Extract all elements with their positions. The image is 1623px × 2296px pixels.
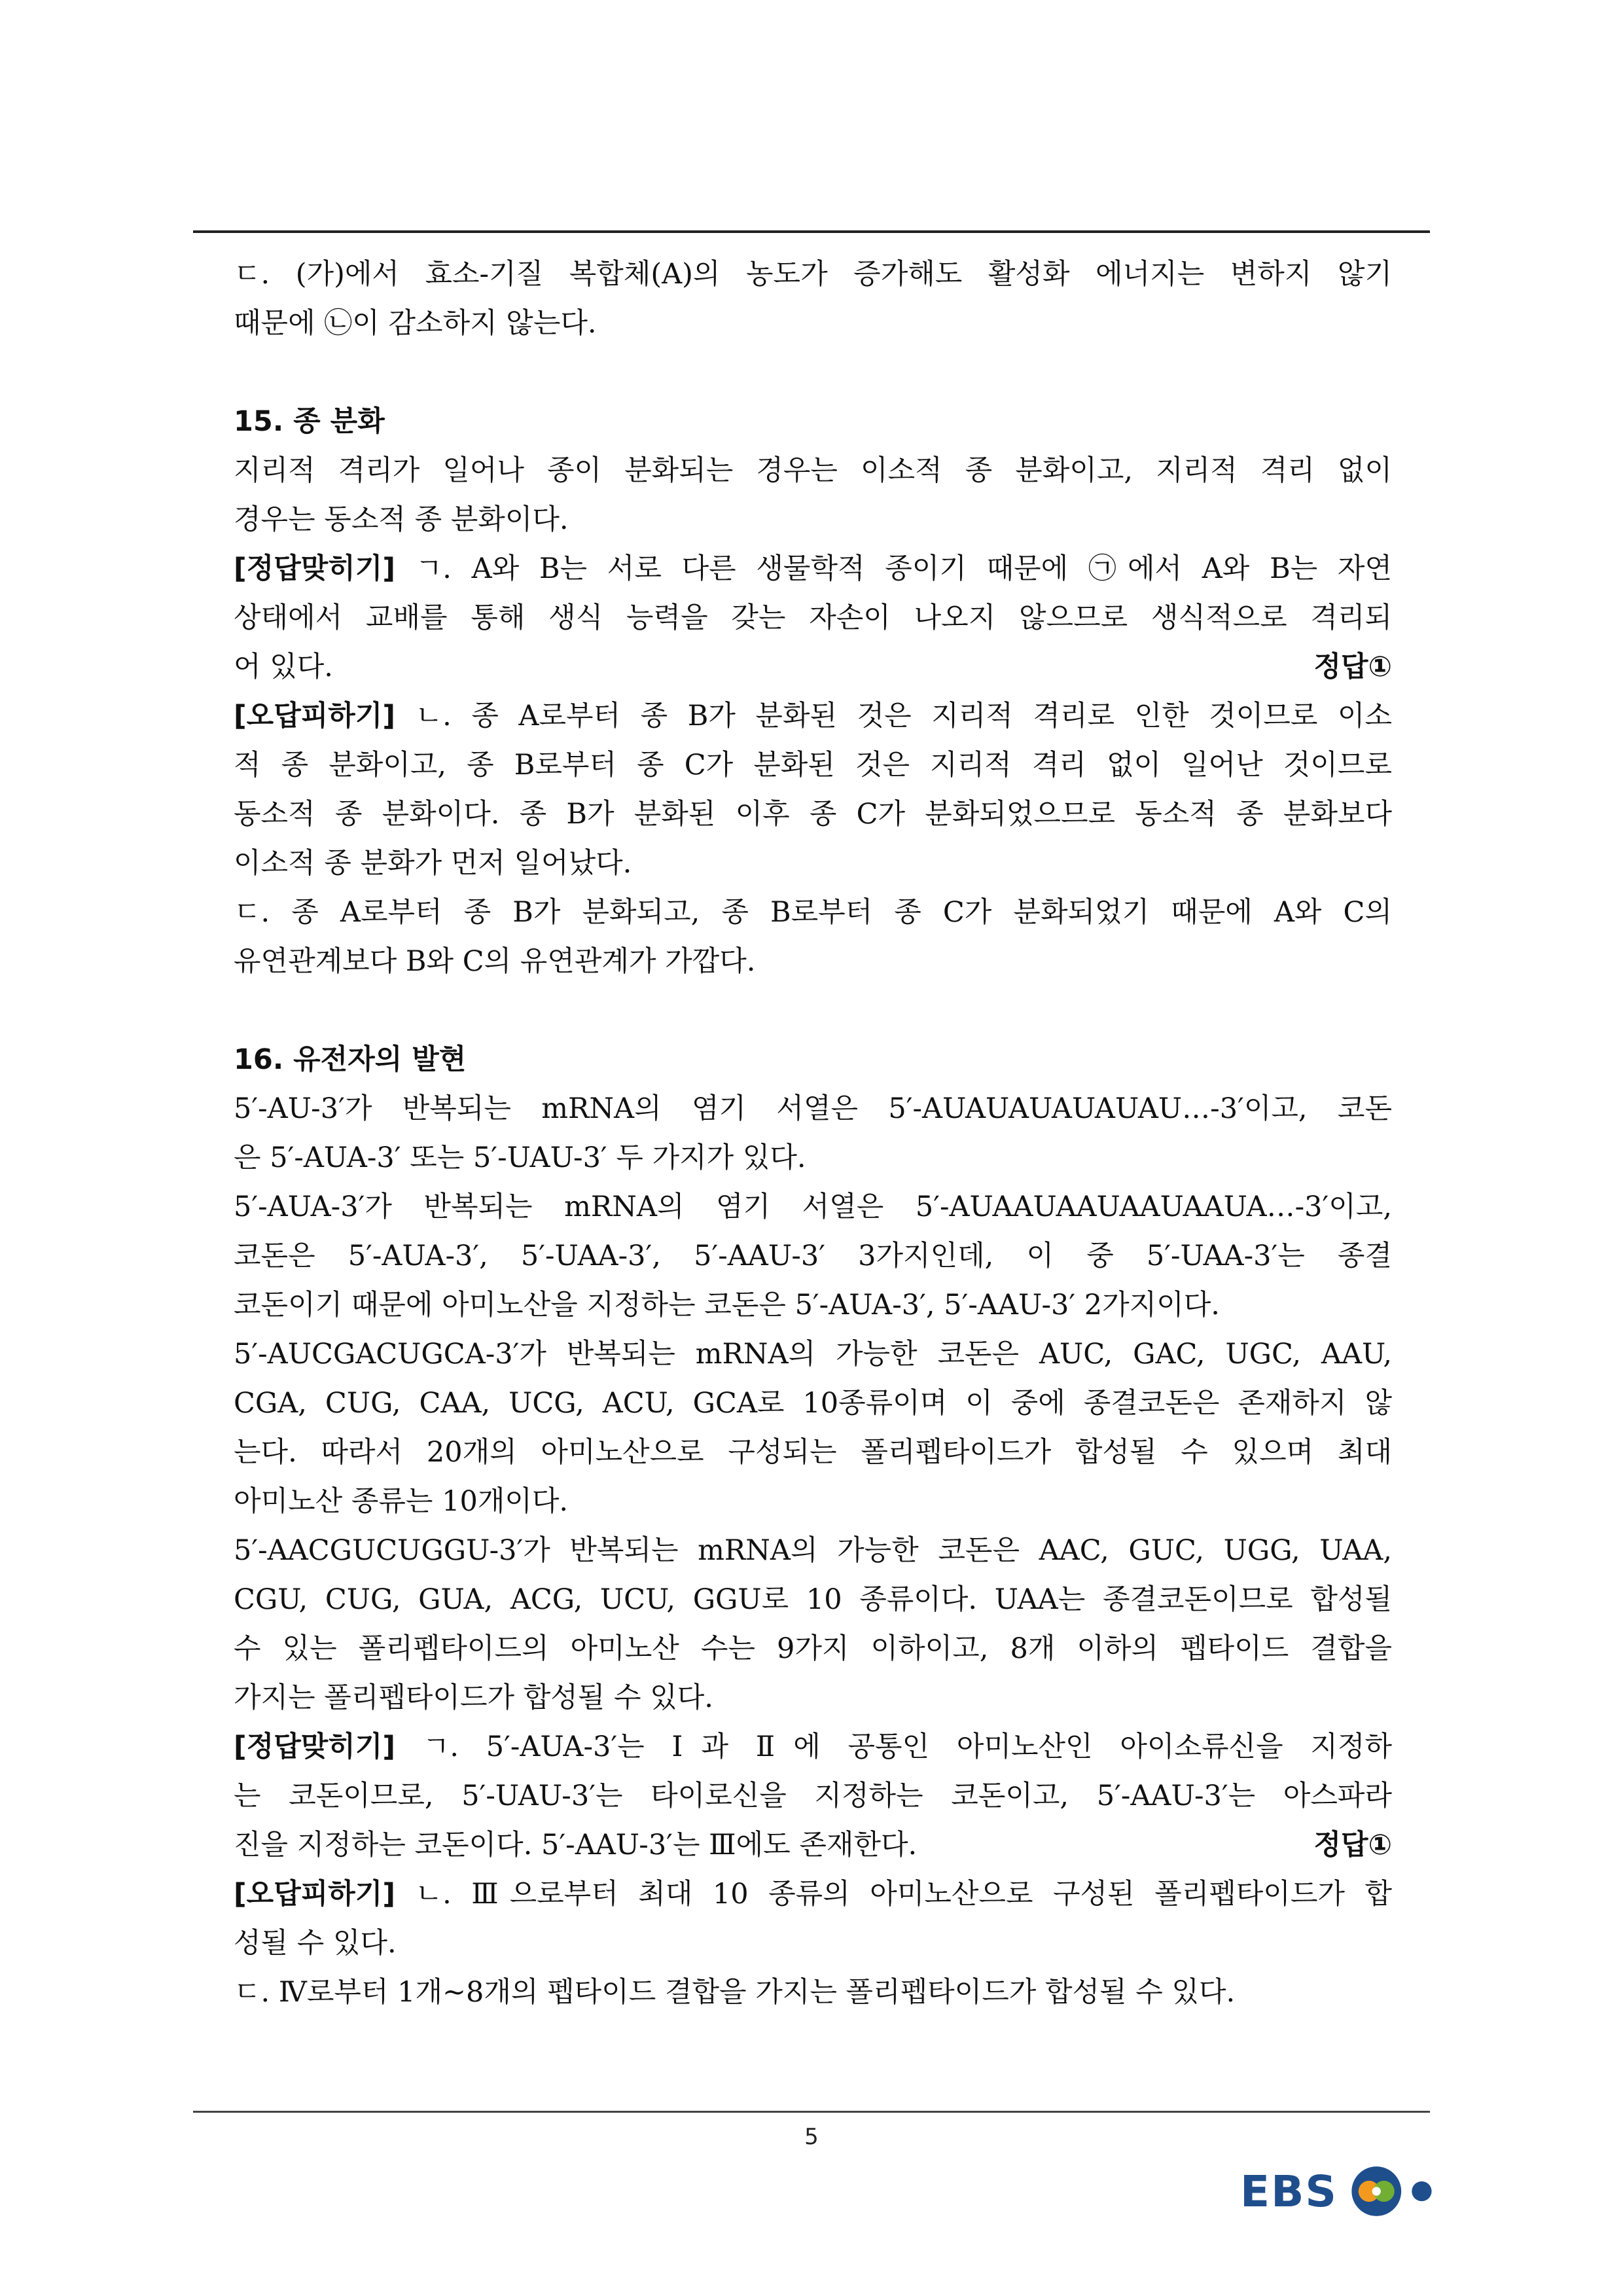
q16-body-4: 코돈은 5′-AUA-3′, 5′-UAA-3′, 5′-AAU-3′ 3가지인데, 이 중 5′-UAA-3′는 종결	[234, 1240, 1392, 1272]
q15-intro-1: 지리적 격리가 일어나 종이 분화되는 경우는 이소적 종 분화이고, 지리적 격리 없이	[234, 454, 1392, 487]
q16-correct-line-2: 는 코돈이므로, 5′-UAU-3′는 타이로신을 지정하는 코돈이고, 5′-AAU-3′는 아스파라	[234, 1780, 1392, 1812]
q16-body-1: 5′-AU-3′가 반복되는 mRNA의 염기 서열은 5′-AUAUAUAUAUAU…-3′이고, 코돈	[234, 1092, 1392, 1125]
ebs-logo-text: EBS	[1240, 2166, 1338, 2217]
q15-correct-text-1: ㄱ. A와 B는 서로 다른 생물학적 종이기 때문에 ㉠에서 A와 B는 자연	[415, 552, 1392, 585]
prev-line-2: 때문에 ㉡이 감소하지 않는다.	[234, 307, 597, 340]
ebs-logo-icon	[1344, 2162, 1450, 2221]
q15-correct-line-2: 상태에서 교배를 통해 생식 능력을 갖는 자손이 나오지 않으므로 생식적으로 격리되	[234, 601, 1392, 634]
q15-title: 15. 종 분화	[234, 405, 385, 438]
q15-correct-text-3: 어 있다.	[234, 651, 333, 683]
q16-body-6: 5′-AUCGACUGCA-3′가 반복되는 mRNA의 가능한 코돈은 AUC, GAC, UGC, AAU,	[234, 1338, 1392, 1371]
q15-correct-line-3	[234, 643, 1392, 692]
q15-wrong-line-6: 유연관계보다 B와 C의 유연관계가 가깝다.	[234, 945, 756, 978]
q15-wrong-line-5: ㄷ. 종 A로부터 종 B가 분화되고, 종 B로부터 종 C가 분화되었기 때문에 A와 C의	[234, 896, 1392, 929]
q16-correct-text-3: 진을 지정하는 코돈이다. 5′-AAU-3′는 Ⅲ에도 존재한다.	[234, 1829, 918, 1861]
page-content	[234, 250, 1392, 2017]
q16-correct-text-1: ㄱ. 5′-AUA-3′는 Ⅰ과 Ⅱ에 공통인 아미노산인 아이소류신을 지정하	[422, 1731, 1393, 1763]
q16-body-8: 는다. 따라서 20개의 아미노산으로 구성되는 폴리펩타이드가 합성될 수 있으며 최대	[234, 1436, 1392, 1469]
q15-correct-line-1	[234, 545, 1392, 594]
q16-wrong-tag: [오답피하기]	[234, 1878, 395, 1910]
q16-body-2: 은 5′-AUA-3′ 또는 5′-UAU-3′ 두 가지가 있다.	[234, 1141, 806, 1174]
footer-rule	[193, 2111, 1430, 2113]
q15-wrong-text-1: ㄴ. 종 A로부터 종 B가 분화된 것은 지리적 격리로 인한 것이므로 이소	[415, 700, 1392, 732]
q16-body-5: 코돈이기 때문에 아미노산을 지정하는 코돈은 5′-AUA-3′, 5′-AAU-3′ 2가지이다.	[234, 1289, 1220, 1321]
q15-correct-tag: [정답맞히기]	[234, 552, 395, 585]
q16-answer: 정답①	[1313, 1829, 1392, 1861]
q16-body-13: 가지는 폴리펩타이드가 합성될 수 있다.	[234, 1681, 713, 1714]
q15-intro-2: 경우는 동소적 종 분화이다.	[234, 503, 569, 536]
q15-wrong-line-1	[234, 692, 1392, 741]
q16-title: 16. 유전자의 발현	[234, 1043, 467, 1076]
q16-wrong-line-2: 성될 수 있다.	[234, 1927, 397, 1960]
ebs-logo	[1240, 2159, 1450, 2224]
page-number: 5	[804, 2124, 819, 2150]
q15-wrong-tag: [오답피하기]	[234, 700, 395, 732]
q15-wrong-line-3: 동소적 종 분화이다. 종 B가 분화된 이후 종 C가 분화되었으므로 동소적 종 분화보다	[234, 798, 1392, 831]
q16-body-11: CGU, CUG, GUA, ACG, UCU, GGU로 10 종류이다. UAA는 종결코돈이므로 합성될	[234, 1583, 1392, 1616]
q16-correct-line-1	[234, 1723, 1392, 1772]
q16-wrong-text-1: ㄴ. Ⅲ으로부터 최대 10 종류의 아미노산으로 구성된 폴리펩타이드가 합	[415, 1878, 1392, 1910]
q16-body-7: CGA, CUG, CAA, UCG, ACU, GCA로 10종류이며 이 중에 종결코돈은 존재하지 않	[234, 1387, 1392, 1420]
header-rule	[193, 230, 1430, 233]
q16-body-12: 수 있는 폴리펩타이드의 아미노산 수는 9가지 이하이고, 8개 이하의 펩타이드 결합을	[234, 1632, 1392, 1665]
q16-body-3: 5′-AUA-3′가 반복되는 mRNA의 염기 서열은 5′-AUAAUAAUAAUAAUA…-3′이고,	[234, 1191, 1392, 1223]
q15-answer: 정답①	[1313, 651, 1392, 683]
q16-body-10: 5′-AACGUCUGGU-3′가 반복되는 mRNA의 가능한 코돈은 AAC, GUC, UGG, UAA,	[234, 1534, 1392, 1567]
q15-wrong-line-4: 이소적 종 분화가 먼저 일어났다.	[234, 847, 632, 880]
q16-wrong-line-3: ㄷ. Ⅳ로부터 1개~8개의 펩타이드 결합을 가지는 폴리펩타이드가 합성될 수 있다.	[234, 1976, 1236, 2009]
q16-correct-line-3	[234, 1821, 1392, 1870]
q16-wrong-line-1	[234, 1870, 1392, 1919]
q16-correct-tag: [정답맞히기]	[234, 1731, 395, 1763]
q15-wrong-line-2: 적 종 분화이고, 종 B로부터 종 C가 분화된 것은 지리적 격리 없이 일어난 것이므로	[234, 749, 1392, 781]
q16-body-9: 아미노산 종류는 10개이다.	[234, 1485, 569, 1518]
prev-line-1: ㄷ. (가)에서 효소-기질 복합체(A)의 농도가 증가해도 활성화 에너지는 변하지 않기	[234, 258, 1392, 291]
